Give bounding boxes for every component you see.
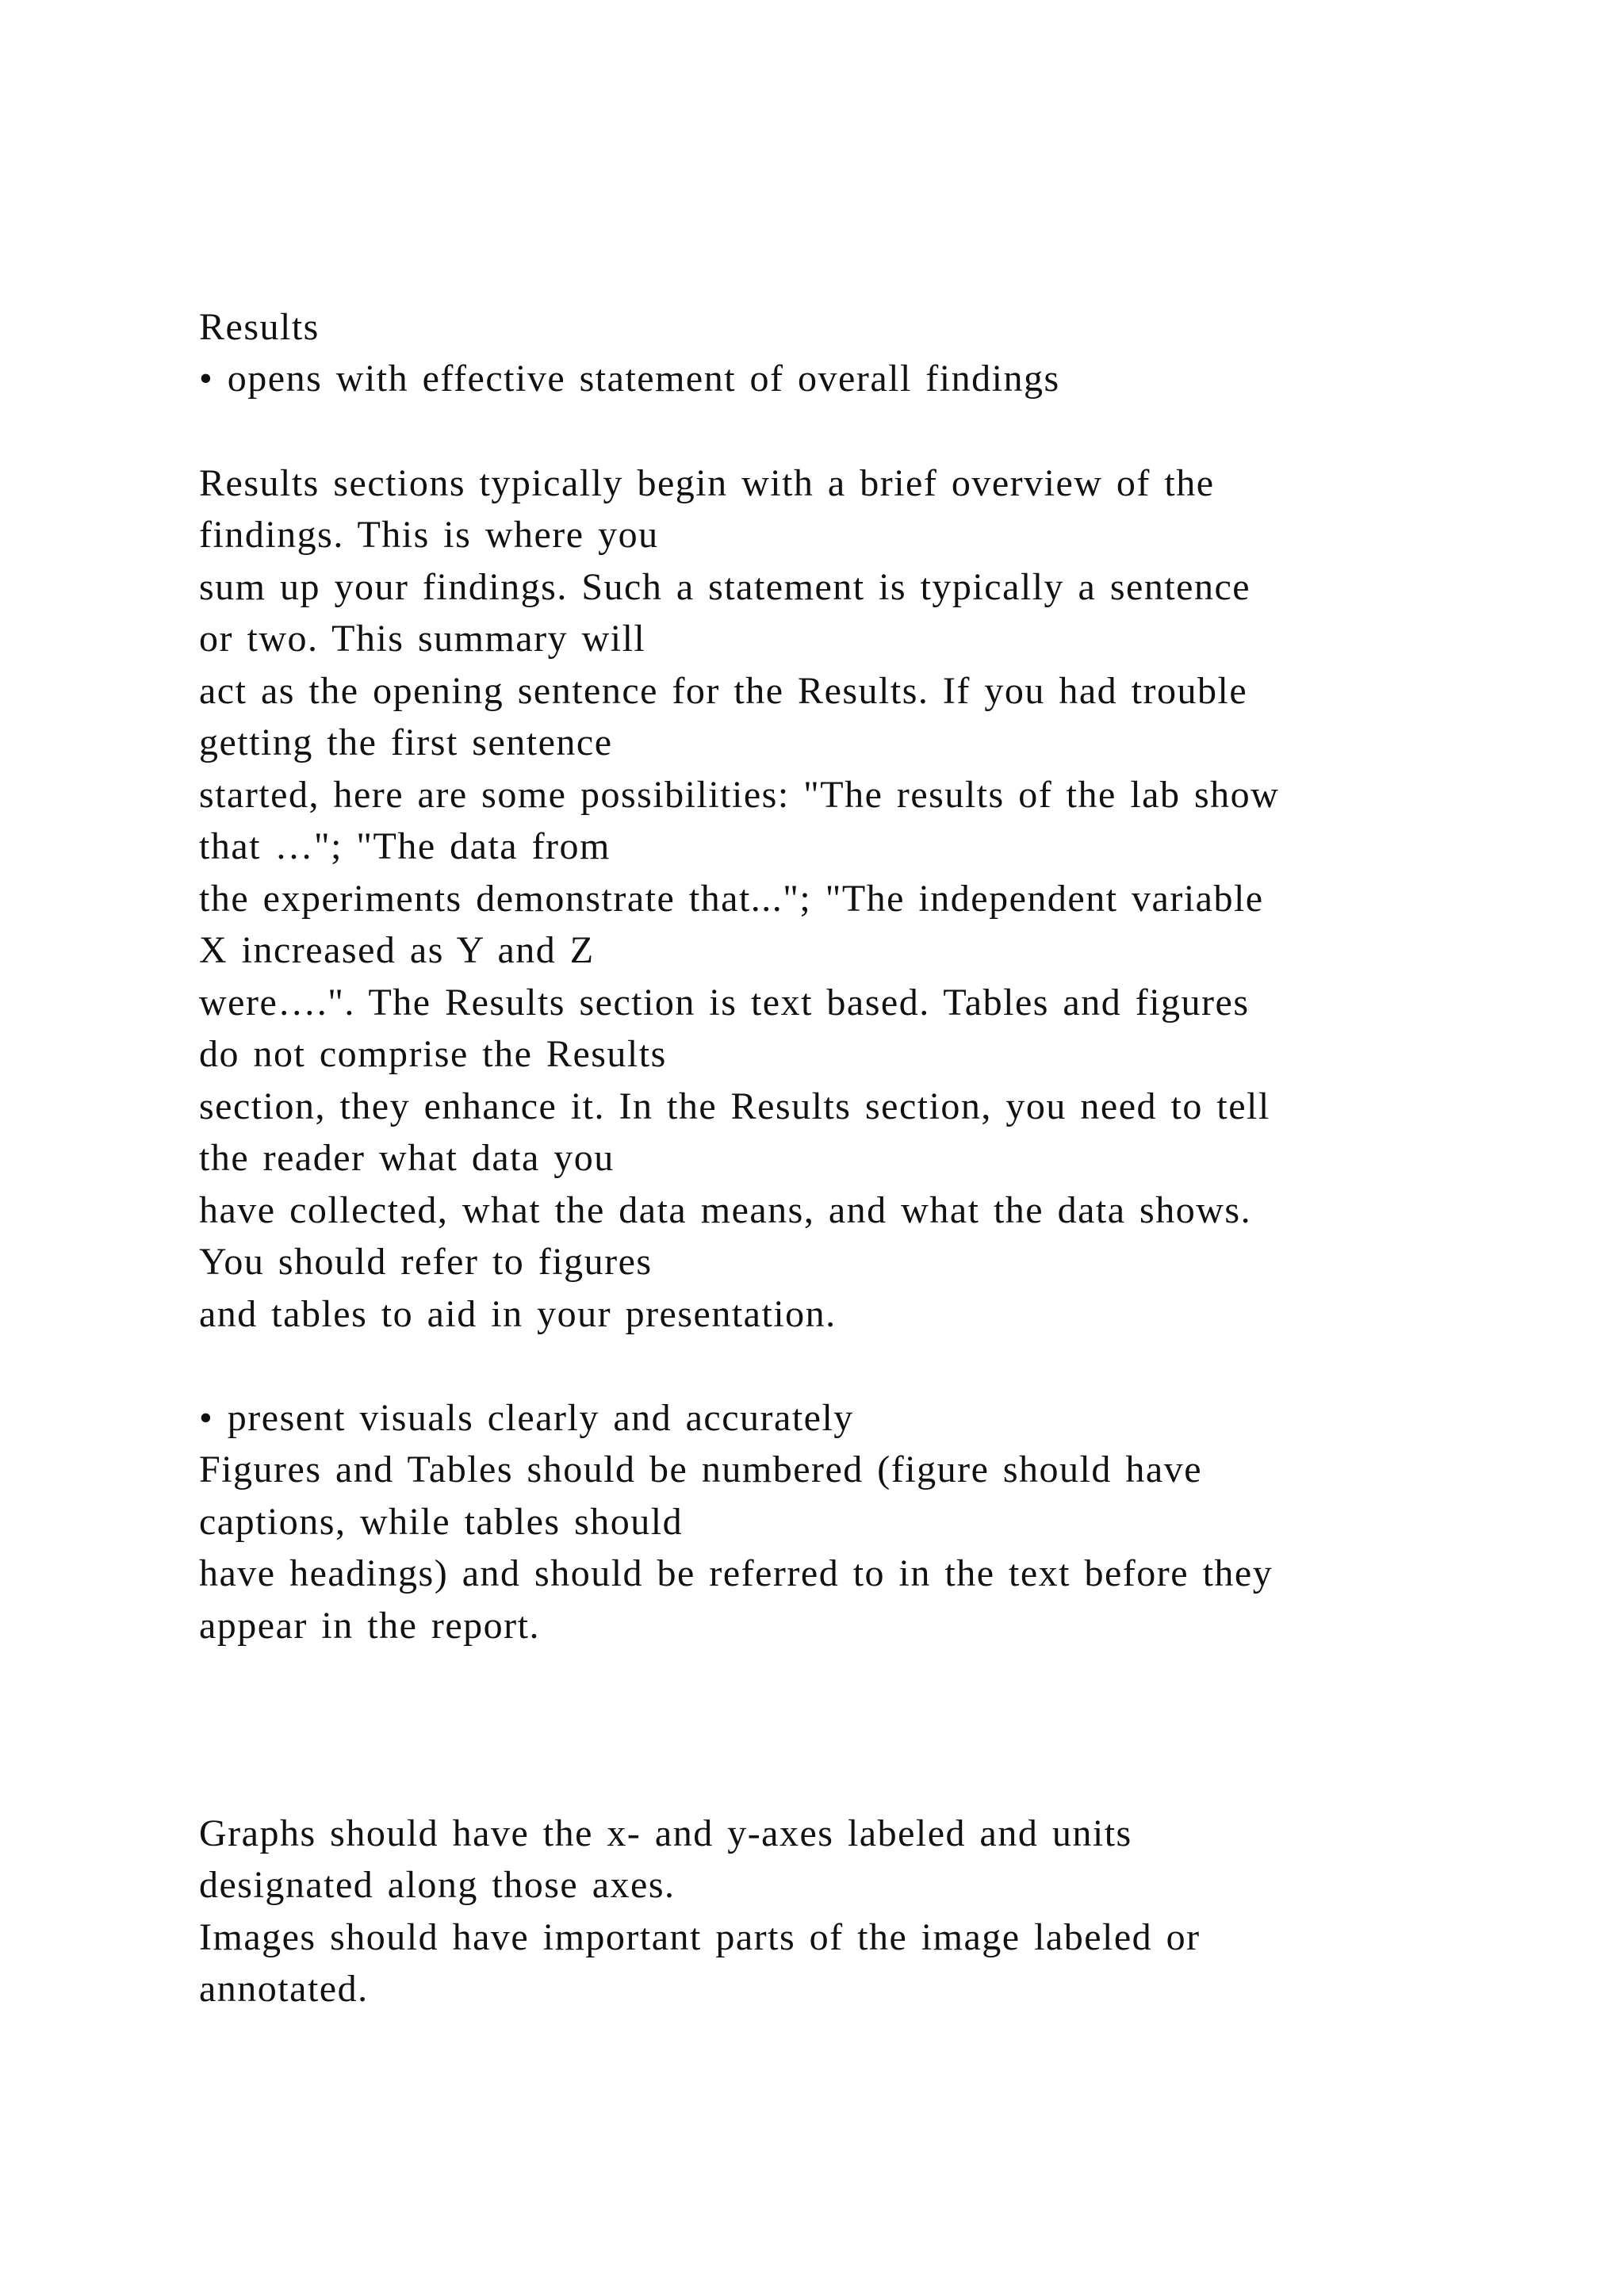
text-line: and tables to aid in your presentation. [199, 1293, 837, 1335]
text-line: X increased as Y and Z [199, 929, 595, 971]
text-line: You should refer to figures [199, 1241, 653, 1283]
text-line: getting the first sentence [199, 721, 613, 763]
text-line: sum up your findings. Such a statement is typically a sentence [199, 566, 1251, 608]
text-line: Results sections typically begin with a brief overview of the [199, 462, 1215, 504]
text-line: designated along those axes. [199, 1864, 676, 1906]
text-line: were….". The Results section is text based. Tables and figures [199, 982, 1250, 1024]
text-line: started, here are some possibilities: "The results of the lab show [199, 774, 1280, 816]
text-line: findings. This is where you [199, 514, 659, 556]
text-line: section, they enhance it. In the Results section, you need to tell [199, 1085, 1270, 1127]
section-heading-results: Results [199, 306, 320, 348]
text-line: have headings) and should be referred to in the text before they [199, 1552, 1274, 1594]
text-line: annotated. [199, 1968, 369, 2010]
text-line: the reader what data you [199, 1137, 615, 1179]
bullet-present-visuals: • present visuals clearly and accurately [199, 1397, 854, 1439]
text-line: Graphs should have the x- and y-axes labeled and units [199, 1812, 1132, 1854]
text-line: have collected, what the data means, and what the data shows. [199, 1189, 1252, 1231]
text-line: do not comprise the Results [199, 1033, 667, 1075]
bullet-opens-with-statement: • opens with effective statement of overall findings [199, 358, 1060, 400]
text-line: act as the opening sentence for the Results. If you had trouble [199, 670, 1248, 712]
text-line: appear in the report. [199, 1605, 540, 1647]
text-line: or two. This summary will [199, 618, 646, 660]
text-line: the experiments demonstrate that..."; "The independent variable [199, 878, 1264, 920]
text-line: Figures and Tables should be numbered (figure should have [199, 1448, 1202, 1490]
text-line: Images should have important parts of the image labeled or [199, 1916, 1201, 1958]
text-line: captions, while tables should [199, 1501, 684, 1543]
text-line: that …"; "The data from [199, 825, 611, 867]
